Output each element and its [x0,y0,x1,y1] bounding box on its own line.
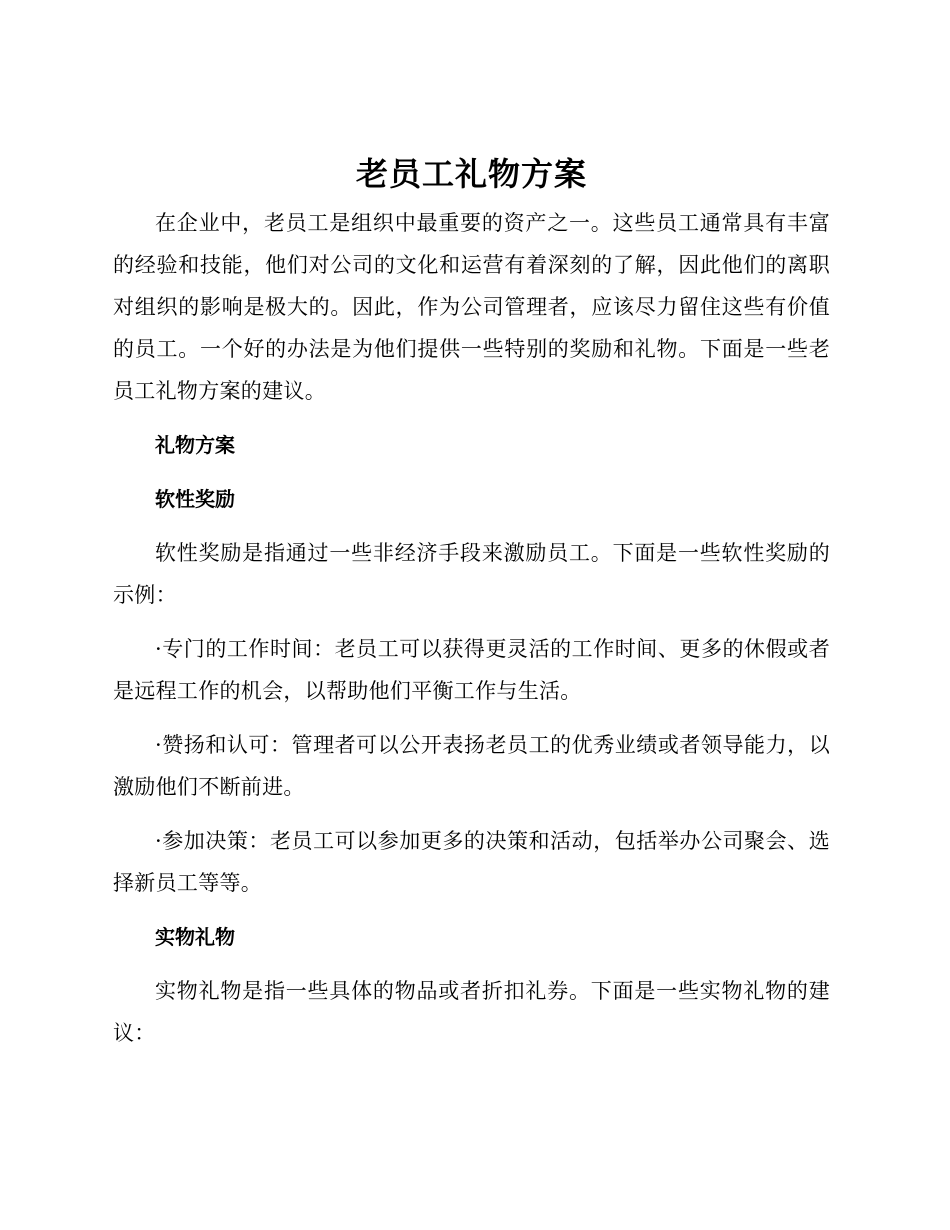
subheading-physical-gifts: 实物礼物 [155,925,235,949]
soft-rewards-intro: 软性奖励是指通过一些非经济手段来激励员工。下面是一些软性奖励的示例： [113,541,830,607]
bullet-dot-icon: · [155,829,162,853]
document-content [113,150,830,1066]
soft-reward-item-decision-making [113,820,830,904]
list-item-text: 赞扬和认可：管理者可以公开表扬老员工的优秀业绩或者领导能力，以激励他们不断前进。 [113,733,830,799]
intro-paragraph: 在企业中，老员工是组织中最重要的资产之一。这些员工通常具有丰富的经验和技能，他们对公司的文化和运营有着深刻的了解，因此他们的离职对组织的影响是极大的。因此，作为公司管理者，应该尽力留住这些有价值的员工。一个好的办法是为他们提供一些特别的奖励和礼物。下面是一些老员工礼物方案的建议。 [113,211,830,403]
list-item-text: 参加决策：老员工可以参加更多的决策和活动，包括举办公司聚会、选择新员工等等。 [113,829,830,895]
soft-reward-item-flexible-time [113,628,830,712]
list-item-text: 专门的工作时间：老员工可以获得更灵活的工作时间、更多的休假或者是远程工作的机会，以帮助他们平衡工作与生活。 [113,637,830,703]
document-title: 老员工礼物方案 [355,155,587,193]
bullet-dot-icon: · [155,733,162,757]
physical-gifts-intro: 实物礼物是指一些具体的物品或者折扣礼券。下面是一些实物礼物的建议： [113,979,830,1045]
subheading-soft-rewards: 软性奖励 [155,487,235,511]
section-heading-gift-plan: 礼物方案 [155,433,235,457]
soft-reward-item-recognition [113,724,830,808]
bullet-dot-icon: · [155,637,162,661]
